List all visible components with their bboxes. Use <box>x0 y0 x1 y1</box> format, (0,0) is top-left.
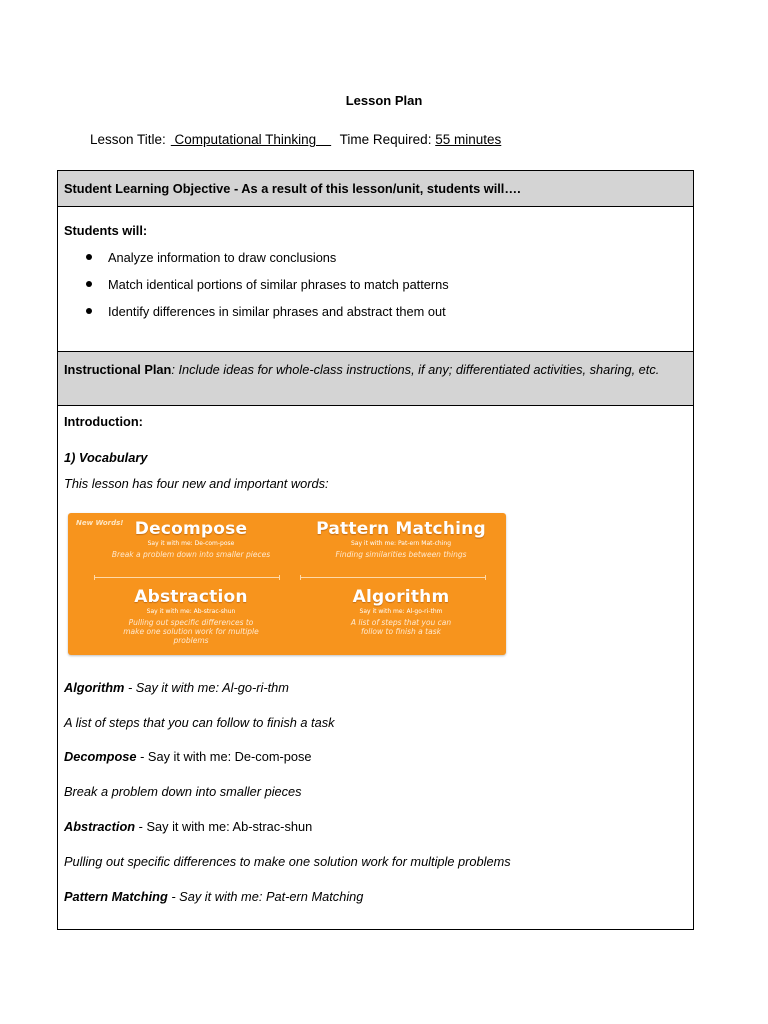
definition-pattern-matching <box>64 889 363 904</box>
definition-pronunciation: - Say it with me: De-com-pose <box>136 749 312 764</box>
vocab-card-pattern-matching <box>304 519 498 559</box>
vocab-card-say: Say it with me: Ab-strac-shun <box>146 608 236 615</box>
separator-right <box>300 577 486 578</box>
instructional-plan-description: : Include ideas for whole-class instructions, if any; differentiated activities, sharing, etc. <box>171 362 660 377</box>
definition-term: Algorithm <box>64 680 125 695</box>
instructional-plan-row <box>58 352 693 406</box>
list-item-text: Identify differences in similar phrases and abstract them out <box>108 304 446 319</box>
definition-term: Pattern Matching <box>64 889 168 904</box>
vocab-card-def: Finding similarities between things <box>335 550 467 559</box>
vocab-card-algorithm <box>304 587 498 636</box>
vocab-card-say: Say it with me: Al-go-ri-thm <box>359 608 443 615</box>
students-will-label: Students will: <box>64 223 148 238</box>
lesson-title-label: Lesson Title: <box>90 132 166 147</box>
list-item-text: Analyze information to draw conclusions <box>108 250 337 265</box>
introduction-row <box>58 406 693 929</box>
vocab-card-decompose <box>96 519 286 559</box>
definition-decompose <box>64 749 312 764</box>
vocab-card-word: Pattern Matching <box>316 519 486 539</box>
definition-text: Break a problem down into smaller pieces <box>64 784 302 799</box>
introduction-heading: Introduction: <box>64 414 143 429</box>
vocab-card-say: Say it with me: De-com-pose <box>147 540 235 547</box>
vocabulary-image <box>68 513 506 655</box>
objective-list <box>64 248 687 329</box>
new-words-badge: New Words! <box>76 519 124 527</box>
vocab-card-def: Break a problem down into smaller pieces <box>111 550 271 559</box>
bullet-icon <box>86 308 92 314</box>
definition-algorithm <box>64 680 289 695</box>
lesson-title-value: Computational Thinking <box>170 132 332 147</box>
vocab-card-say: Say it with me: Pat-ern Mat-ching <box>350 540 452 547</box>
document-title: Lesson Plan <box>345 93 423 108</box>
vocabulary-intro: This lesson has four new and important words: <box>64 476 329 491</box>
objective-header: Student Learning Objective - As a result of this lesson/unit, students will…. <box>64 181 521 196</box>
vocab-card-def: Pulling out specific differences to make one solution work for multiple problems <box>123 618 259 645</box>
list-item <box>86 248 687 275</box>
definition-pronunciation: - Say it with me: Pat-ern Matching <box>167 889 364 904</box>
instructional-plan-label: Instructional Plan <box>64 362 172 377</box>
bullet-icon <box>86 281 92 287</box>
objective-body-row <box>58 207 693 352</box>
list-item <box>86 302 687 329</box>
definition-pronunciation: - Say it with me: Ab-strac-shun <box>135 819 313 834</box>
definition-term: Abstraction <box>64 819 136 834</box>
lesson-title-row <box>90 132 501 147</box>
definition-text: Pulling out specific differences to make one solution work for multiple problems <box>64 854 511 869</box>
list-item <box>86 275 687 302</box>
objective-header-row <box>58 171 693 207</box>
bullet-icon <box>86 254 92 260</box>
definition-text: A list of steps that you can follow to finish a task <box>64 715 335 730</box>
definition-term: Decompose <box>64 749 137 764</box>
lesson-plan-table <box>57 170 694 930</box>
vocab-card-word: Abstraction <box>134 587 248 607</box>
vocab-card-word: Algorithm <box>352 587 450 607</box>
separator-left <box>94 577 280 578</box>
time-required-label: Time Required: <box>339 132 432 147</box>
definition-pronunciation: - Say it with me: Al-go-ri-thm <box>124 680 289 695</box>
vocab-card-abstraction <box>96 587 286 645</box>
vocab-card-def: A list of steps that you can follow to finish a task <box>350 618 452 636</box>
vocab-card-word: Decompose <box>134 519 248 539</box>
list-item-text: Match identical portions of similar phrases to match patterns <box>108 277 449 292</box>
vocabulary-heading: 1) Vocabulary <box>64 450 148 465</box>
definition-abstraction <box>64 819 312 834</box>
time-required-value: 55 minutes <box>435 132 502 147</box>
